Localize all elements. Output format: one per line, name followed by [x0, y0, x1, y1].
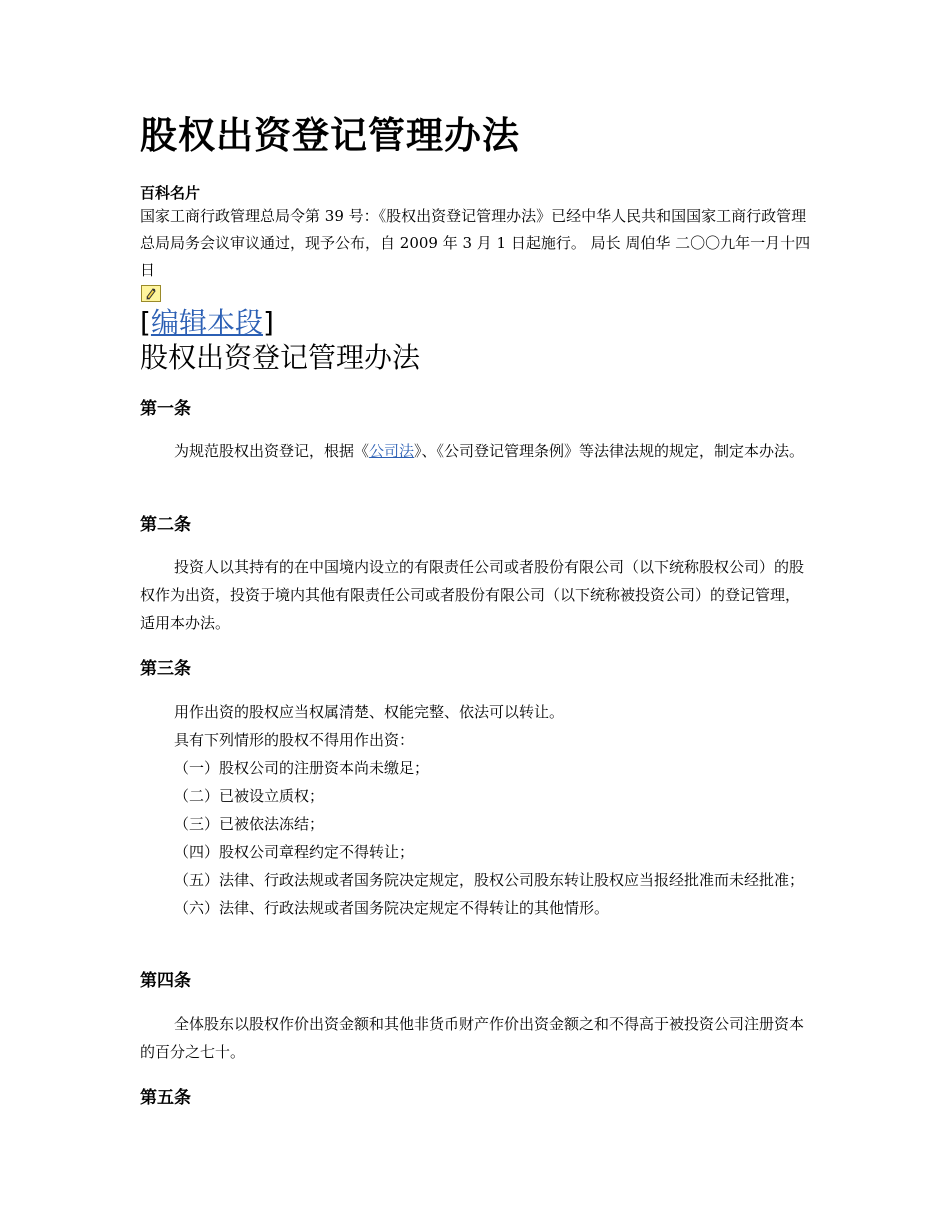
article-3-heading: 第三条 [140, 659, 191, 679]
list-item: （三）已被依法冻结； [174, 815, 325, 833]
article-1-text-after: 》、《公司登记管理条例》等法律法规的规定，制定本办法。 [414, 442, 805, 460]
bracket-open: [ [140, 306, 151, 339]
pencil-glyph-icon [144, 287, 158, 300]
list-item: （二）已被设立质权； [174, 787, 325, 805]
article-1-text-before: 为规范股权出资登记，根据《 [174, 442, 370, 460]
article-2-heading: 第二条 [140, 515, 191, 535]
article-4-heading: 第四条 [140, 971, 191, 991]
article-2-paragraph: 投资人以其持有的在中国境内设立的有限责任公司或者股份有限公司（以下统称股权公司）的股权作为出资，投资于境内其他有限责任公司或者股份有限公司（以下统称被投资公司）的登记管理，适用本办法。 [140, 558, 805, 632]
list-item: 具有下列情形的股权不得用作出资： [174, 731, 415, 749]
intro-paragraph: 国家工商行政管理总局令第 39 号：《股权出资登记管理办法》已经中华人民共和国国家工商行政管理总局局务会议审议通过，现予公布，自 2009 年 3 月 1 日起施行。 局长 周伯华 二〇〇九年一月十四日 [140, 207, 811, 279]
edit-pencil-icon[interactable] [141, 285, 161, 302]
bracket-close-text: ] [262, 306, 274, 339]
list-item: （一）股权公司的注册资本尚未缴足； [174, 759, 430, 777]
article-1-paragraph [140, 437, 812, 465]
article-5-heading: 第五条 [140, 1088, 191, 1108]
article-3-list [140, 698, 812, 922]
edit-section-link[interactable]: 编辑本段 [150, 306, 263, 339]
article-1-heading: 第一条 [140, 399, 191, 419]
company-law-link[interactable]: 公司法 [369, 442, 415, 460]
list-item: 用作出资的股权应当权属清楚、权能完整、依法可以转让。 [174, 703, 565, 721]
list-item: （五）法律、行政法规或者国务院决定规定，股权公司股东转让股权应当报经批准而未经批准； [174, 871, 805, 889]
edit-section-row [140, 305, 274, 341]
page-title: 股权出资登记管理办法 [140, 114, 520, 157]
list-item: （四）股权公司章程约定不得转让； [174, 843, 415, 861]
card-label: 百科名片 [140, 184, 201, 202]
article-4-paragraph: 全体股东以股权作价出资金额和其他非货币财产作价出资金额之和不得高于被投资公司注册资本的百分之七十。 [140, 1015, 805, 1061]
list-item: （六）法律、行政法规或者国务院决定规定不得转让的其他情形。 [174, 899, 610, 917]
section-title: 股权出资登记管理办法 [140, 341, 421, 374]
